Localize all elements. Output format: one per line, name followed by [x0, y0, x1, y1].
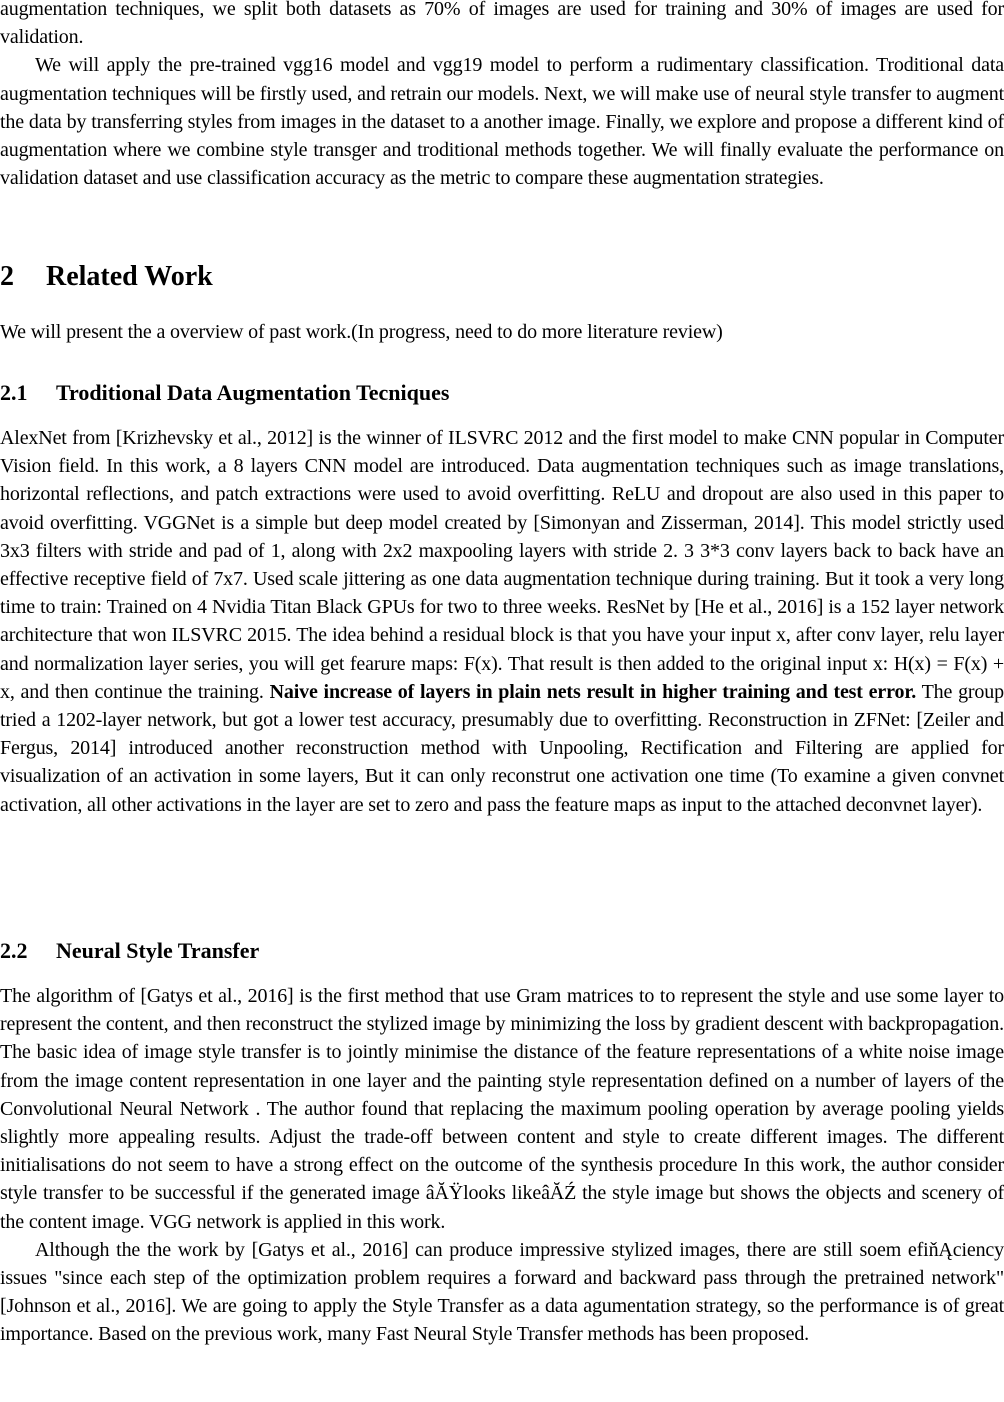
intro-paragraph-2: We will apply the pre-trained vgg16 model and vgg19 model to perform a rudimentary classification. Troditional data augmentation techniques will be firstly used, and retrain our models. Next, we will make use of neural style transfer to augment the data by transferring styles from images in the dataset to a another image. Finally, we explore and propose a different kind of augmentation where we combine style transger and troditional methods together. We will finally evaluate the performance on validation dataset and use classification accuracy as the metric to compare these augmentation strategies. — [0, 54, 1004, 190]
subsection-title: Neural Style Transfer — [56, 938, 260, 963]
subsection-2-2-body — [0, 982, 1004, 1349]
subsection-2-2-paragraph-1: The algorithm of [Gatys et al., 2016] is the first method that use Gram matrices to to represent the style and use some layer to represent the content, and then reconstruct the stylized image by minimizing the loss by gradient descent with backpropagation. The basic idea of image style transfer is to jointly minimise the distance of the feature representations of a white noise image from the image content representation in one layer and the painting style representation defined on a number of layers of the Convolutional Neural Network . The author found that replacing the maximum pooling operation by average pooling yields slightly more appealing results. Adjust the trade-off between content and style to create different images. The different initialisations do not seem to have a strong effect on the outcome of the synthesis procedure In this work, the author consider style transfer to be successful if the generated image âĂŸlooks likeâĂŹ the style image but shows the objects and scenery of the content image. VGG network is applied in this work. — [0, 985, 1004, 1233]
subsection-number: 2.1 — [0, 380, 28, 405]
section-2-intro-paragraph: We will present the a overview of past work.(In progress, need to do more literature review) — [0, 321, 723, 343]
subsection-number: 2.2 — [0, 938, 28, 963]
section-heading — [0, 260, 1004, 294]
subsection-2-1-heading — [0, 378, 1004, 408]
bold-statement: Naive increase of layers in plain nets result in higher training and test error. — [269, 680, 917, 703]
text-run: The group tried a 1202-layer network, but got a lower test accuracy, presumably due to overfitting. Reconstruction in ZFNet: [Zeiler and Fergus, 2014] introduced another reconstruction method with Unpooling, Rectification and Filtering are applied for visualization of an activation in some layers, But it can only reconstrut one activation one time (To examine a given convnet activation, all other activations in the layer are set to zero and pass the feature maps as input to the attached deconvnet layer). — [0, 680, 1004, 816]
subsection-2-2-paragraph-2: Although the the work by [Gatys et al., 2016] can produce impressive stylized images, there are still soem efiňĄciency issues "since each step of the optimization problem requires a forward and backward pass through the pretrained network" [Johnson et al., 2016]. We are going to apply the Style Transfer as a data agumentation strategy, so the performance is of great importance. Based on the previous work, many Fast Neural Style Transfer methods has been proposed. — [0, 1238, 1004, 1346]
intro-section — [0, 0, 1004, 192]
section-2-intro — [0, 318, 1004, 346]
subsection-heading — [0, 378, 1004, 408]
subsection-2-2-heading — [0, 936, 1004, 966]
section-2-heading — [0, 260, 1004, 294]
section-title: Related Work — [46, 261, 213, 292]
subsection-2-1-body — [0, 424, 1004, 819]
text-run: AlexNet from [Krizhevsky et al., 2012] is the winner of ILSVRC 2012 and the first model to make CNN popular in Computer Vision field. In this work, a 8 layers CNN model are introduced. Data augmentation techniques such as image translations, horizontal reflections, and patch extractions were used to avoid overfitting. ReLU and dropout are also used in this paper to avoid overfitting. VGGNet is a simple but deep model created by [Simonyan and Zisserman, 2014]. This model strictly used 3x3 filters with stride and pad of 1, along with 2x2 maxpooling layers with stride 2. 3 3*3 conv layers back to back have an effective receptive field of 7x7. Used scale jittering as one data augmentation technique during training. But it took a very long time to train: Trained on 4 Nvidia Titan Black GPUs for two to three weeks. ResNet by [He et al., 2016] is a 152 layer network architecture that won ILSVRC 2015. The idea behind a residual block is that you have your input x, after conv layer, relu layer and normalization layer series, you will get fearure maps: F(x). That result is then added to the original input x: H(x) = F(x) + x, and then continue the training. — [0, 427, 1004, 703]
subsection-title: Troditional Data Augmentation Tecniques — [56, 380, 450, 405]
intro-paragraph-1: augmentation techniques, we split both datasets as 70% of images are used for training and 30% of images are used for validation. — [0, 0, 1004, 49]
subsection-2-1-paragraph — [0, 424, 1004, 819]
section-number: 2 — [0, 261, 14, 292]
subsection-heading — [0, 936, 1004, 966]
